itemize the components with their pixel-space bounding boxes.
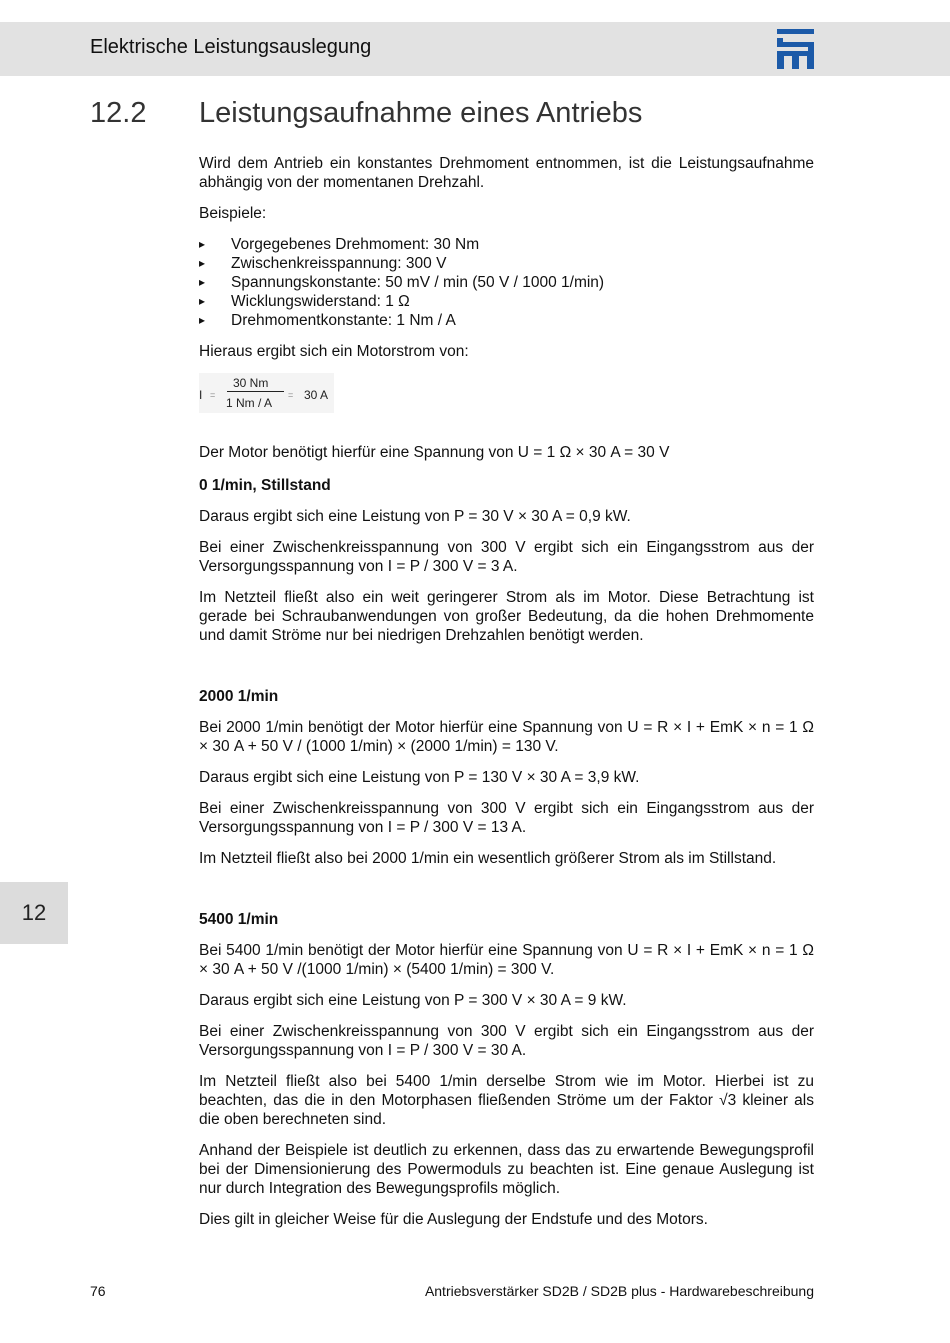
fraction-bar [227, 391, 284, 392]
paragraph: Im Netzteil fließt also ein weit geringerer Strom als im Motor. Diese Betrachtung ist gerade bei Schraubanwendungen von großer Bedeutung, da die hohen Drehmomente und damit Ströme nur bei niedrigen Drehzahlen benötigt werden. [199, 589, 814, 644]
paragraph: Bei einer Zwischenkreisspannung von 300 V ergibt sich ein Eingangsstrom aus der Versorgungsspannung von I = P / 300 V = 3 A. [199, 539, 814, 575]
paragraph: Bei einer Zwischenkreisspannung von 300 V ergibt sich ein Eingangsstrom aus der Versorgungsspannung von I = P / 300 V = 13 A. [199, 800, 814, 836]
paragraph: Im Netzteil fließt also bei 2000 1/min ein wesentlich größerer Strom als im Stillstand. [199, 850, 777, 867]
company-logo [777, 29, 814, 69]
paragraph: Bei einer Zwischenkreisspannung von 300 V ergibt sich ein Eingangsstrom aus der Versorgungsspannung von I = P / 300 V = 30 A. [199, 1023, 814, 1059]
paragraph: Daraus ergibt sich eine Leistung von P = 130 V × 30 A = 3,9 kW. [199, 769, 640, 786]
section-title: Leistungsaufnahme eines Antriebs [199, 97, 643, 129]
formula-denominator: 1 Nm / A [226, 396, 273, 410]
content [199, 154, 814, 1241]
subheading-2000: 2000 1/min [199, 688, 279, 705]
list-item: ▸ Zwischenkreisspannung: 300 V [199, 254, 814, 273]
paragraph: Anhand der Beispiele ist deutlich zu erkennen, dass das zu erwartende Bewegungsprofil bei der Dimensionierung des Powermoduls zu beachten ist. Eine genaue Auslegung ist nur durch Integration des Bewegungsprofils möglich. [199, 1142, 814, 1197]
subheading-5400: 5400 1/min [199, 911, 279, 928]
page-number: 76 [90, 1283, 106, 1299]
list-item: ▸ Spannungskonstante: 50 mV / min (50 V / 1000 1/min) [199, 273, 814, 292]
list-item: ▸ Vorgegebenes Drehmoment: 30 Nm [199, 235, 814, 254]
paragraph: Bei 5400 1/min benötigt der Motor hierfür eine Spannung von U = R × I + EmK × n = 1 Ω × 30 A + 50 V /(1000 1/min) × (5400 1/min) = 300 V. [199, 942, 814, 978]
formula-lhs: I [199, 388, 203, 402]
current-formula [199, 373, 334, 413]
motor-current-text: Hieraus ergibt sich ein Motorstrom von: [199, 343, 469, 360]
voltage-text: Der Motor benötigt hierfür eine Spannung von U = 1 Ω × 30 A = 30 V [199, 444, 670, 461]
chapter-tab: 12 [0, 882, 68, 944]
subheading-stillstand: 0 1/min, Stillstand [199, 477, 331, 494]
paragraph: Im Netzteil fließt also bei 5400 1/min derselbe Strom wie im Motor. Hierbei ist zu beachten, das die in den Motorphasen fließenden Ströme um der Faktor √3 kleiner als die oben berechneten sind. [199, 1073, 814, 1128]
formula-numerator: 30 Nm [233, 376, 269, 390]
list-item: ▸ Drehmomentkonstante: 1 Nm / A [199, 311, 814, 330]
examples-list [199, 235, 814, 330]
formula-equals: = [210, 390, 216, 400]
section-number: 12.2 [90, 97, 147, 129]
footer-title: Antriebsverstärker SD2B / SD2B plus - Hardwarebeschreibung [424, 1283, 814, 1299]
list-item: ▸ Wicklungswiderstand: 1 Ω [199, 292, 814, 311]
paragraph: Bei 2000 1/min benötigt der Motor hierfür eine Spannung von U = R × I + EmK × n = 1 Ω × 30 A + 50 V / (1000 1/min) × (2000 1/min) = 130 V. [199, 719, 814, 755]
header-title: Elektrische Leistungsauslegung [90, 36, 372, 58]
intro-paragraph: Wird dem Antrieb ein konstantes Drehmoment entnommen, ist die Leistungsaufnahme abhängig von der momentanen Drehzahl. [199, 155, 814, 191]
paragraph: Daraus ergibt sich eine Leistung von P = 30 V × 30 A = 0,9 kW. [199, 508, 631, 525]
formula-result: 30 A [304, 388, 329, 402]
formula-equals: = [288, 390, 294, 400]
examples-label: Beispiele: [199, 205, 267, 222]
paragraph: Daraus ergibt sich eine Leistung von P = 300 V × 30 A = 9 kW. [199, 992, 627, 1009]
paragraph: Dies gilt in gleicher Weise für die Auslegung der Endstufe und des Motors. [199, 1211, 708, 1228]
